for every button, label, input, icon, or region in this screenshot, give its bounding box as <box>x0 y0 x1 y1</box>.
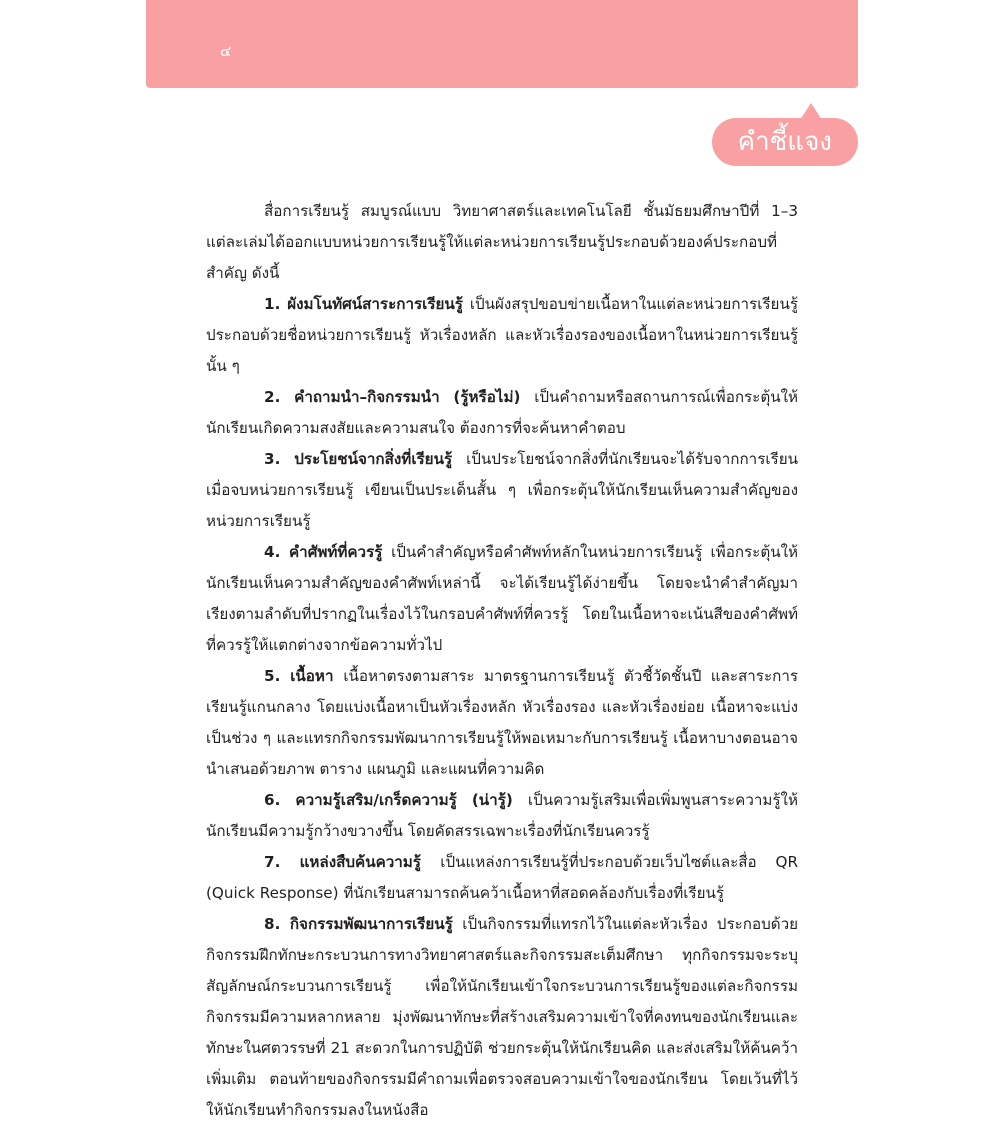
page-number: ๔ <box>220 42 232 60</box>
item-heading: กิจกรรมพัฒนาการเรียนรู้ <box>289 915 463 933</box>
item-number: 5. <box>264 667 291 685</box>
item-body: เป็นแหล่งการเรียนรู้ที่ประกอบด้วยเว็บไซต์และสื่อ QR (Quick Response) ที่นักเรียนสามารถค้นคว้าเนื้อหาที่สอดคล้องกับเรื่องที่เรียนรู้ <box>206 853 798 902</box>
item-body: เป็นคำสำคัญหรือคำศัพท์หลักในหน่วยการเรียนรู้ เพื่อกระตุ้นให้นักเรียนเห็นความสำคัญของคำศัพท์เหล่านี้ จะได้เรียนรู้ได้ง่ายขึ้น โดยจะนำคำสำคัญมาเรียงตามลำดับที่ปรากฏในเรื่องไว้ในกรอบคำศัพท์ที่ควรรู้ โดยในเนื้อหาจะเน้นสีของคำศัพท์ที่ควรรู้ให้แตกต่างจากข้อความทั่วไป <box>206 543 799 654</box>
section-title-pill <box>712 118 858 166</box>
list-item <box>206 537 798 661</box>
body-text-block <box>206 196 798 1126</box>
list-item <box>206 661 798 785</box>
item-heading: ผังมโนทัศน์สาระการเรียนรู้ <box>287 295 470 313</box>
item-heading: คำศัพท์ที่ควรรู้ <box>289 543 392 561</box>
section-title-text: คำชี้แจง <box>737 127 832 157</box>
item-number: 3. <box>264 450 295 468</box>
list-item <box>206 847 798 909</box>
intro-paragraph: สื่อการเรียนรู้ สมบูรณ์แบบ วิทยาศาสตร์และเทคโนโลยี ชั้นมัธยมศึกษาปีที่ 1–3 แต่ละเล่มได้ออกแบบหน่วยการเรียนรู้ให้แต่ละหน่วยการเรียนรู้ประกอบด้วยองค์ประกอบที่สำคัญ ดังนี้ <box>206 202 798 282</box>
item-heading: แหล่งสืบค้นความรู้ <box>299 853 441 871</box>
list-item <box>206 909 798 1126</box>
item-number: 6. <box>264 791 296 809</box>
item-heading: ประโยชน์จากสิ่งที่เรียนรู้ <box>294 450 467 468</box>
list-item <box>206 289 798 382</box>
item-heading: เนื้อหา <box>290 667 344 685</box>
list-item <box>206 785 798 847</box>
item-number: 2. <box>264 388 295 406</box>
list-item <box>206 444 798 537</box>
item-body: เป็นกิจกรรมที่แทรกไว้ในแต่ละหัวเรื่อง ประกอบด้วยกิจกรรมฝึกทักษะกระบวนการทางวิทยาศาสตร์และกิจกรรมสะเต็มศึกษา ทุกกิจกรรมจะระบุสัญลักษณ์กระบวนการเรียนรู้ เพื่อให้นักเรียนเข้าใจกระบวนการเรียนรู้ของแต่ละกิจกรรม กิจกรรมมีความหลากหลาย มุ่งพัฒนาทักษะที่สร้างเสริมความเข้าใจที่คงทนของนักเรียนและทักษะในศตวรรษที่ 21 สะดวกในการปฏิบัติ ช่วยกระตุ้นให้นักเรียนคิด และส่งเสริมให้ค้นคว้าเพิ่มเติม ตอนท้ายของกิจกรรมมีคำถามเพื่อตรวจสอบความเข้าใจของนักเรียน โดยเว้นที่ไว้ให้นักเรียนทำกิจกรรมลงในหนังสือ <box>206 915 799 1119</box>
item-number: 4. <box>264 543 290 561</box>
item-number: 8. <box>264 915 290 933</box>
item-body: เป็นความรู้เสริมเพื่อเพิ่มพูนสาระความรู้ให้นักเรียนมีความรู้กว้างขวางขึ้น โดยคัดสรรเฉพาะเรื่องที่นักเรียนควรรู้ <box>206 791 798 840</box>
item-number: 1. <box>264 295 288 313</box>
list-item <box>206 382 798 444</box>
item-body: เป็นผังสรุปขอบข่ายเนื้อหาในแต่ละหน่วยการเรียนรู้ ประกอบด้วยชื่อหน่วยการเรียนรู้ หัวเรื่องหลัก และหัวเรื่องรองของเนื้อหาในหน่วยการเรียนรู้นั้น ๆ <box>206 295 798 375</box>
item-number: 7. <box>264 853 300 871</box>
header-band <box>146 0 858 88</box>
item-body: เป็นคำถามหรือสถานการณ์เพื่อกระตุ้นให้นักเรียนเกิดความสงสัยและความสนใจ ต้องการที่จะค้นหาคำตอบ <box>206 388 798 437</box>
item-body: เป็นประโยชน์จากสิ่งที่นักเรียนจะได้รับจากการเรียนเมื่อจบหน่วยการเรียนรู้ เขียนเป็นประเด็นสั้น ๆ เพื่อกระตุ้นให้นักเรียนเห็นความสำคัญของหน่วยการเรียนรู้ <box>206 450 798 530</box>
item-heading: ความรู้เสริม/เกร็ดความรู้ (น่ารู้) <box>295 791 528 809</box>
item-body: เนื้อหาตรงตามสาระ มาตรฐานการเรียนรู้ ตัวชี้วัดชั้นปี และสาระการเรียนรู้แกนกลาง โดยแบ่งเนื้อหาเป็นหัวเรื่องหลัก หัวเรื่องรอง และหัวเรื่องย่อย เนื้อหาจะแบ่งเป็นช่วง ๆ และแทรกกิจกรรมพัฒนาการเรียนรู้ให้พอเหมาะกับการเรียนรู้ เนื้อหาบางตอนอาจนำเสนอด้วยภาพ ตาราง แผนภูมิ และแผนที่ความคิด <box>206 667 799 778</box>
item-heading: คำถามนำ–กิจกรรมนำ (รู้หรือไม่) <box>294 388 535 406</box>
